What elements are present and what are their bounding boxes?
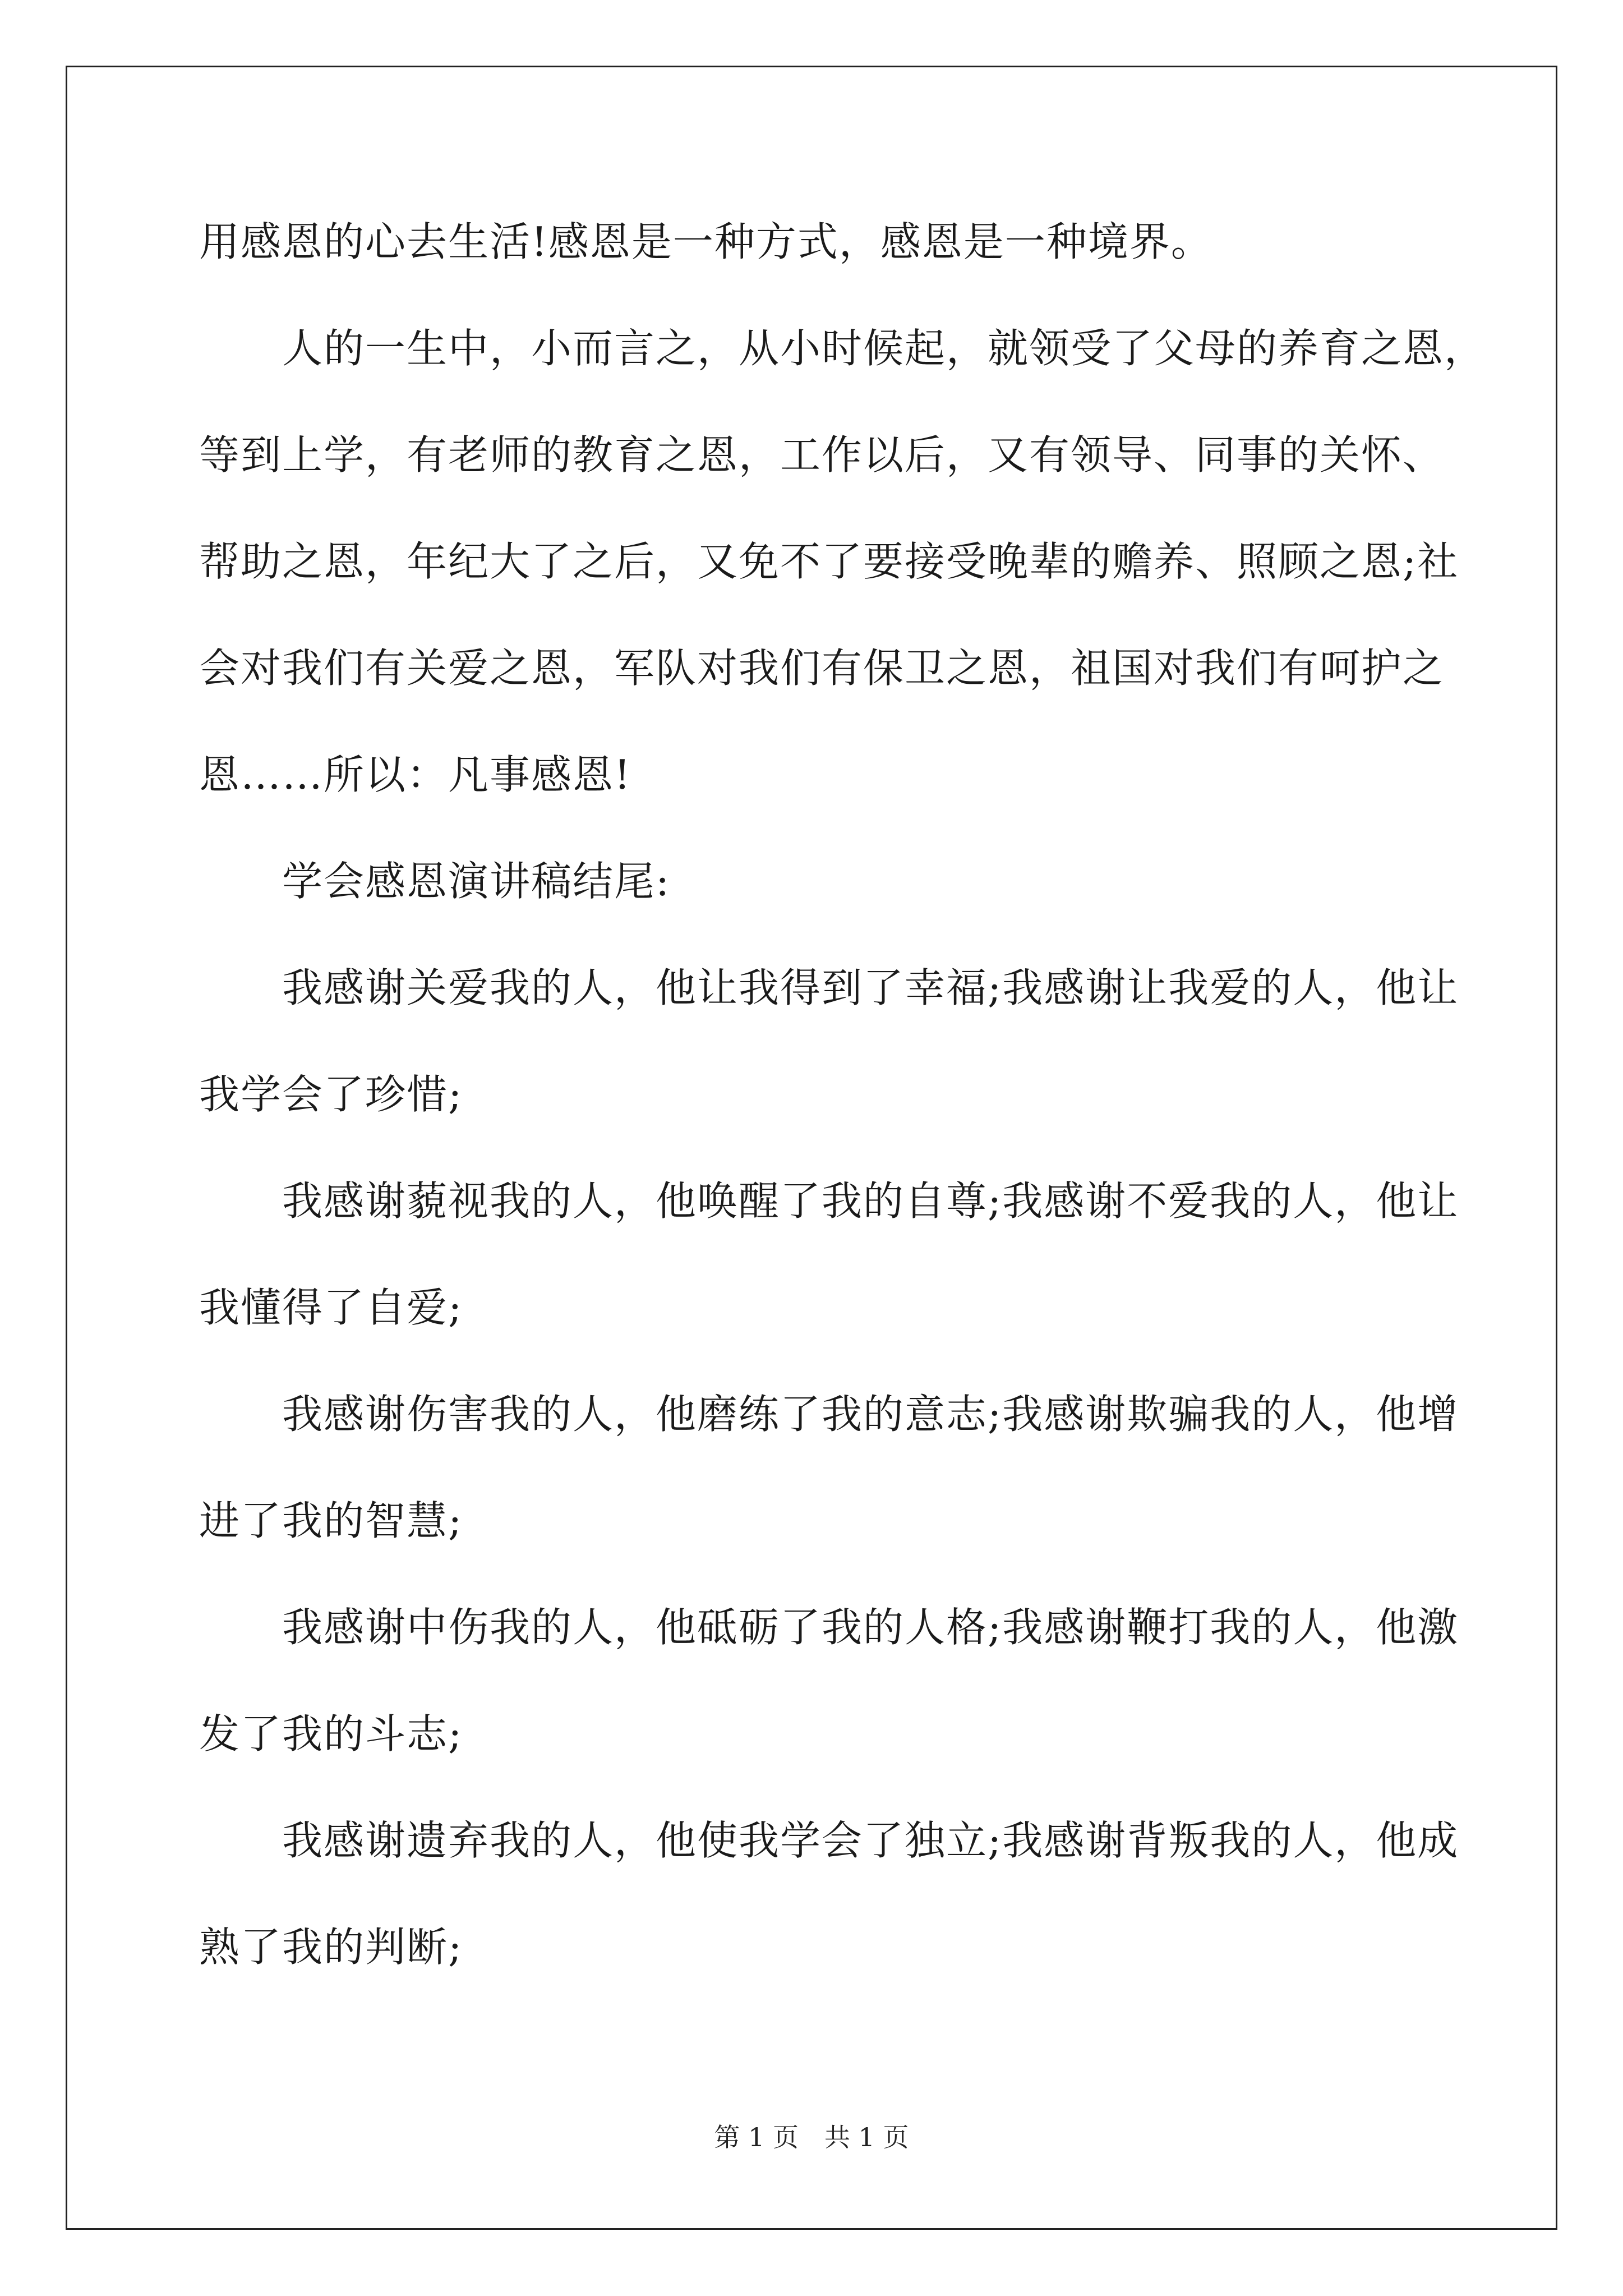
text-line: 帮助之恩，年纪大了之后，又免不了要接受晚辈的赡养、照顾之恩;社 [199, 538, 1459, 585]
text-line: 发了我的斗志; [199, 1710, 463, 1757]
text-line: 我感谢遗弃我的人，他使我学会了独立;我感谢背叛我的人，他成 [282, 1817, 1459, 1864]
text-line: 进了我的智慧; [199, 1497, 463, 1544]
section-heading: 学会感恩演讲稿结尾: [282, 858, 671, 905]
text-line: 会对我们有关爱之恩，军队对我们有保卫之恩，祖国对我们有呵护之 [199, 645, 1445, 692]
text-line: 我感谢藐视我的人，他唤醒了我的自尊;我感谢不爱我的人，他让 [282, 1177, 1459, 1225]
page-border [66, 66, 1557, 2230]
text-line: 我感谢伤害我的人，他磨练了我的意志;我感谢欺骗我的人，他增 [282, 1391, 1459, 1438]
text-line: 我懂得了自爱; [199, 1284, 463, 1331]
text-line: 我学会了珍惜; [199, 1071, 463, 1118]
page-number: 第 1 页 共 1 页 [714, 2122, 909, 2152]
text-line: 恩……所以：凡事感恩! [199, 751, 631, 798]
text-line: 我感谢关爱我的人，他让我得到了幸福;我感谢让我爱的人，他让 [282, 964, 1459, 1011]
text-line: 熟了我的判断; [199, 1924, 463, 1971]
text-line: 我感谢中伤我的人，他砥砺了我的人格;我感谢鞭打我的人，他激 [282, 1604, 1459, 1651]
text-line: 人的一生中，小而言之，从小时候起，就领受了父母的养育之恩， [282, 325, 1486, 372]
text-line: 用感恩的心去生活!感恩是一种方式，感恩是一种境界。 [199, 218, 1212, 265]
text-line: 等到上学，有老师的教育之恩，工作以后，又有领导、同事的关怀、 [199, 431, 1445, 478]
